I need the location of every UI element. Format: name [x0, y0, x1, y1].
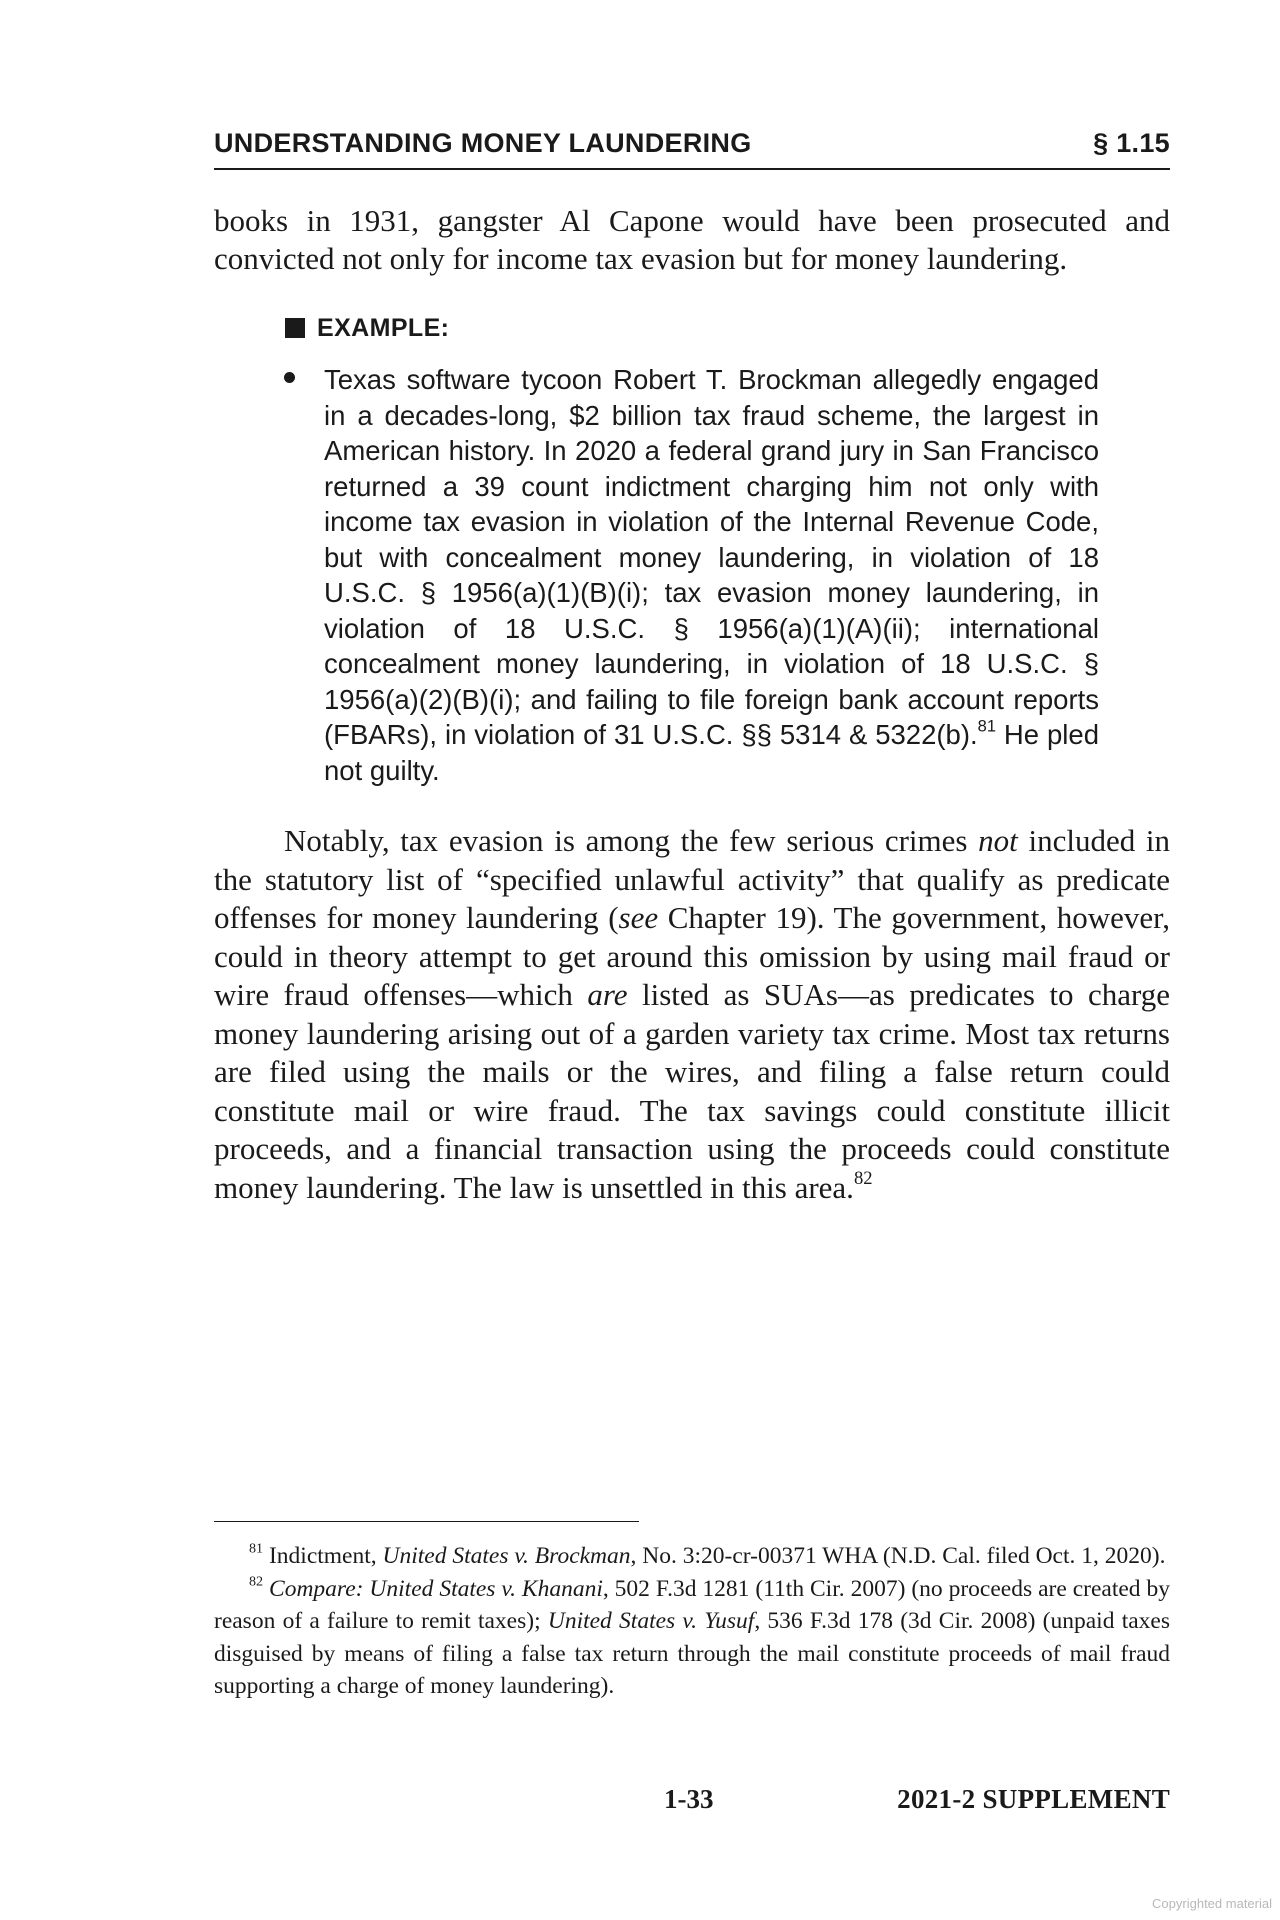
main-emphasis-not: not	[978, 823, 1018, 858]
case-name: Compare: United States v. Khanani	[263, 1575, 603, 1602]
footnote-82	[214, 1573, 1170, 1703]
main-paragraph	[214, 822, 1170, 1207]
case-name: United States v. Yusuf	[547, 1608, 755, 1634]
header-title: UNDERSTANDING MONEY LAUNDERING	[214, 128, 752, 158]
footnotes	[214, 1540, 1170, 1703]
example-heading	[285, 314, 449, 343]
footnote-text: , 536 F.3d 178 (3d Cir. 2008) (unpaid taxes disguised by means of filing a false tax return through the mail constitute proceeds of mail fraud supporting a charge of money laundering).	[214, 1608, 1170, 1699]
main-emphasis-see: see	[618, 900, 659, 935]
main-text-2: included in the statutory list of “specified unlawful activity” that qualify as predicate offenses for money laundering (	[214, 823, 1170, 935]
footnote-text: , 502 F.3d 1281 (11th Cir. 2007) (no proceeds are created by reason of a failure to remit taxes);	[214, 1575, 1170, 1634]
example-label: EXAMPLE:	[317, 314, 450, 342]
main-emphasis-are: are	[587, 977, 628, 1012]
main-text-3: Chapter 19). The government, however, could in theory attempt to get around this omission by using mail fraud or wire fraud offenses—which	[214, 900, 1170, 1012]
main-text-4: listed as SUAs—as predicates to charge money laundering arising out of a garden variety tax crime. Most tax returns are filed using the mails or the wires, and filing a false return could constitute mail or wire fraud. The tax savings could constitute illicit proceeds, and a financial transaction using the proceeds could constitute money laundering. The law is unsettled in this area.	[214, 977, 1170, 1205]
bullet-icon	[284, 372, 295, 383]
page-number: 1-33	[664, 1784, 714, 1814]
footnote-number: 81	[249, 1540, 264, 1557]
main-text-1: Notably, tax evasion is among the few serious crimes	[284, 823, 979, 858]
example-body: Texas software tycoon Robert T. Brockman allegedly engaged in a decades-long, $2 billion tax fraud scheme, the largest in American history. In 2020 a federal grand jury in San Francisco returned a 39 count indictment charging him not only with income tax evasion in violation of the Internal Revenue Code, but with concealment money laundering, in violation of 18 U.S.C. § 1956(a)(1)(B)(i); tax evasion money laundering, in violation of 18 U.S.C. § 1956(a)(1)(A)(ii); international concealment money laundering, in violation of 18 U.S.C. § 1956(a)(2)(B)(i); and failing to file foreign bank account reports (FBARs), in violation of 31 U.S.C. §§ 5314 & 5322(b).	[324, 364, 1099, 750]
copyright-watermark: Copyrighted material	[1152, 1896, 1272, 1911]
footnote-divider	[214, 1521, 639, 1522]
footnote-ref-82[interactable]: 82	[853, 1167, 873, 1189]
footnote-text: , No. 3:20-cr-00371 WHA (N.D. Cal. filed Oct. 1, 2020).	[630, 1543, 1166, 1569]
header-section-number: § 1.15	[1093, 128, 1170, 158]
footnote-text: Indictment,	[263, 1543, 383, 1569]
footnote-ref-81[interactable]: 81	[977, 717, 997, 736]
example-bullet-text	[324, 362, 1099, 788]
supplement-label: 2021-2 SUPPLEMENT	[897, 1784, 1170, 1814]
case-name: United States v. Brockman	[382, 1543, 631, 1569]
footnote-number: 82	[249, 1572, 264, 1589]
example-tail: He pled not guilty.	[324, 719, 1099, 786]
square-bullet-icon	[285, 318, 305, 338]
footnote-81	[214, 1540, 1170, 1573]
intro-paragraph: books in 1931, gangster Al Capone would have been prosecuted and convicted not only for income tax evasion but for money laundering.	[214, 203, 1170, 276]
running-header	[214, 128, 1170, 170]
